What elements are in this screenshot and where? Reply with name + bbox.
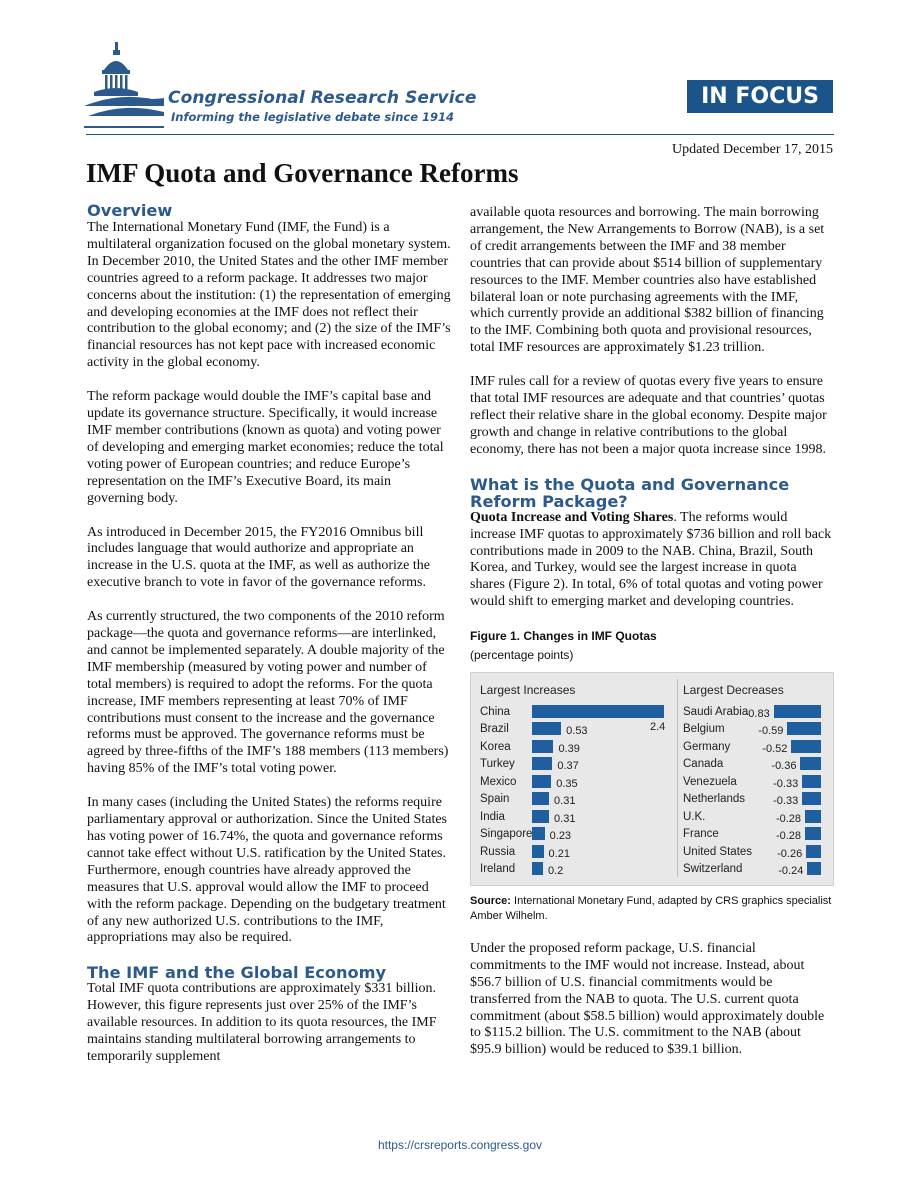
overview-paragraph-1: The International Monetary Fund (IMF, the Fund) is a multilateral organization focused on the global monetary system. In December 2010, the United States and the other IMF member countries agreed to a reform package. It addresses two major concerns about the institution: (1) the representation of emerging and developing economies at the IMF does not reflect their contribution to the global economy; and (2) the size of the IMF’s financial resources has not kept pace with increased economic activity in the global economy.: [87, 220, 451, 371]
imf-economy-heading: The IMF and the Global Economy: [87, 963, 387, 983]
source-label: Source:: [470, 894, 511, 907]
increase-value-label: 0.39: [558, 742, 580, 755]
increase-bar: [532, 705, 664, 718]
decrease-bar: [774, 705, 821, 718]
increase-category-label: Russia: [480, 845, 516, 858]
decrease-value-label: -0.24: [778, 865, 804, 878]
source-text: International Monetary Fund, adapted by CRS graphics specialist Amber Wilhelm.: [470, 894, 832, 922]
decrease-bar: [802, 775, 821, 788]
increase-value-label: 0.37: [557, 760, 579, 773]
overview-paragraph-4: As currently structured, the two components of the 2010 reform package—the quota and governance reforms—are interlinked, and cannot be implemented separately. A double majority of the IMF membership (measured by voting power and number of total members) is required to adopt the reforms. For the quota increase, IMF members representing at least 70% of IMF contributions must consent to the increase and the governance reforms must be approved. The governance reforms must be agreed by three-fifths of the IMF’s 188 members (113 members) having 85% of the IMF’s total voting power.: [87, 609, 449, 777]
increase-bar: [532, 862, 543, 875]
resources-paragraph: available quota resources and borrowing. The main borrowing arrangement, the New Arrangements to Borrow (NAB), is a set of credit arrangements between the IMF and 38 member countries that can provide about $514 billion of supplementary resources to the IMF. Member countries also have established bilateral loan or note purchasing agreements with the IMF, which currently provide an additional $382 billion of financing to the IMF. Combining both quota and provisional resources, total IMF resources are approximately $1.23 trillion.: [470, 205, 825, 356]
quota-increase-text: . The reforms would increase IMF quotas to approximately $736 billion and roll back contributions made in 2009 to the NAB. China, Brazil, South Korea, and Turkey, would see the largest increase in quota shares (Figure 2). In total, 6% of total quotas and voting power would shift to emerging market and developing countries.: [470, 509, 832, 610]
increase-value-label: 0.31: [554, 795, 576, 808]
decrease-bar: [791, 740, 821, 753]
increase-bar: [532, 810, 549, 823]
decrease-bar: [806, 845, 821, 858]
increase-value-label: 0.2: [548, 865, 564, 878]
in-focus-badge: IN FOCUS: [687, 80, 833, 113]
reform-package-heading: What is the Quota and Governance Reform Package?: [470, 474, 790, 511]
decrease-value-label: -0.52: [762, 742, 788, 755]
quota-increase-paragraph: [470, 510, 834, 611]
increase-bar: [532, 740, 553, 753]
right-column: [470, 205, 834, 1076]
decrease-bar: [787, 722, 821, 735]
increase-value-label: 2.4: [650, 720, 666, 733]
increase-category-label: Singapore: [480, 828, 533, 841]
decrease-value-label: -0.59: [758, 725, 784, 738]
org-tagline: Informing the legislative debate since 1914: [171, 110, 455, 124]
overview-paragraph-5: In many cases (including the United States) the reforms require parliamentary approval or authorization. Since the United States has voting power of 16.74%, the quota and governance reforms cannot take effect without U.S. ratification by the United States. Furthermore, enough countries have already approved the measures that U.S. approval would allow the IMF to proceed with the reform package. Depending on the budgetary treatment of any new authorized U.S. contributions to the IMF, appropriations may also be required.: [87, 795, 447, 946]
decreases-panel-header: Largest Decreases: [683, 682, 784, 697]
decrease-value-label: -0.33: [773, 795, 799, 808]
increase-bar: [532, 845, 544, 858]
decrease-bar: [802, 792, 821, 805]
decrease-category-label: U.K.: [683, 810, 706, 823]
updated-date: Updated December 17, 2015: [672, 142, 833, 157]
decrease-category-label: Canada: [683, 758, 724, 771]
org-name: Congressional Research Service: [168, 88, 477, 108]
decrease-bar: [805, 827, 821, 840]
increases-panel-header: Largest Increases: [480, 682, 576, 697]
decrease-value-label: -0.36: [771, 760, 797, 773]
left-column: [87, 202, 451, 1083]
header-rule: [86, 134, 834, 135]
increase-bar: [532, 722, 561, 735]
increase-category-label: Spain: [480, 793, 510, 806]
figure-title: Figure 1. Changes in IMF Quotas: [470, 629, 657, 644]
increase-category-label: Ireland: [480, 863, 516, 876]
decrease-category-label: Saudi Arabia: [683, 705, 749, 718]
increase-value-label: 0.31: [554, 812, 576, 825]
quota-increase-lead: Quota Increase and Voting Shares: [470, 509, 674, 525]
increase-category-label: Korea: [480, 740, 511, 753]
decrease-value-label: -0.28: [775, 830, 802, 843]
increase-bar: [532, 792, 549, 805]
figure-subtitle: (percentage points): [470, 648, 574, 663]
overview-heading: Overview: [87, 201, 173, 220]
decrease-value-label: -0.83: [744, 707, 770, 720]
footer-url[interactable]: https://crsreports.congress.gov: [377, 1138, 543, 1152]
quota-review-paragraph: IMF rules call for a review of quotas every five years to ensure that total IMF resources are adequate and that countries’ quotas reflect their relative share in the global economy. Despite major growth and change in relative contributions to the global economy, there has not been a major quota increase since 1998.: [470, 374, 827, 457]
increase-value-label: 0.21: [548, 847, 570, 860]
page-title: IMF Quota and Governance Reforms: [86, 158, 519, 188]
increase-category-label: Turkey: [480, 758, 515, 771]
quota-change-chart: [470, 672, 834, 886]
increase-bar: [532, 827, 545, 840]
decrease-value-label: -0.33: [773, 777, 799, 790]
decrease-bar: [805, 810, 821, 823]
us-commitments-paragraph: Under the proposed reform package, U.S. financial commitments to the IMF would not increase. Instead, about $56.7 billion of U.S. financial commitments would be transferred from the NAB to quota. The U.S. current quota commitment (about $58.5 billion) would approximately double to $115.2 billion. The U.S. commitment to the NAB (about $95.9 billion) would be reduced to $39.1 billion.: [470, 940, 825, 1058]
increase-value-label: 0.35: [556, 777, 578, 790]
increase-value-label: 0.23: [549, 830, 572, 843]
decrease-category-label: France: [683, 828, 719, 841]
increase-bar: [532, 775, 551, 788]
increase-value-label: 0.53: [566, 725, 588, 738]
decrease-category-label: Belgium: [683, 723, 725, 736]
figure-source: [470, 894, 834, 924]
panel-divider: [677, 679, 678, 877]
imf-economy-paragraph: Total IMF quota contributions are approximately $331 billion. However, this figure represents just over 25% of the IMF’s available resources. In addition to its quota resources, the IMF maintains standing multilateral borrowing arrangements to temporarily supplement: [87, 981, 437, 1064]
decrease-value-label: -0.28: [775, 812, 802, 825]
overview-paragraph-2: The reform package would double the IMF’s capital base and update its governance structure. Specifically, it would increase IMF member contributions (known as quota) and voting power of developing and emerging market economies; reduce the total voting power of European countries; and reduce Europe’s representation on the IMF’s Executive Board, its main governing body.: [87, 389, 444, 506]
increase-bar: [532, 757, 552, 770]
decrease-value-label: -0.26: [777, 847, 803, 860]
decrease-category-label: Germany: [683, 740, 731, 753]
decrease-category-label: Venezuela: [683, 775, 737, 788]
increase-category-label: India: [480, 810, 505, 823]
increase-category-label: China: [480, 705, 511, 718]
decrease-category-label: Netherlands: [683, 793, 746, 806]
decrease-category-label: Switzerland: [683, 863, 743, 876]
increase-category-label: Brazil: [480, 723, 509, 736]
decrease-category-label: United States: [683, 845, 753, 858]
decrease-bar: [807, 862, 821, 875]
increase-category-label: Mexico: [480, 775, 517, 788]
overview-paragraph-3: As introduced in December 2015, the FY2016 Omnibus bill includes language that would authorize and appropriate an increase in the U.S. quota at the IMF, as well as authorize the executive branch to vote in favor of the governance reforms.: [87, 524, 430, 591]
decrease-bar: [800, 757, 821, 770]
